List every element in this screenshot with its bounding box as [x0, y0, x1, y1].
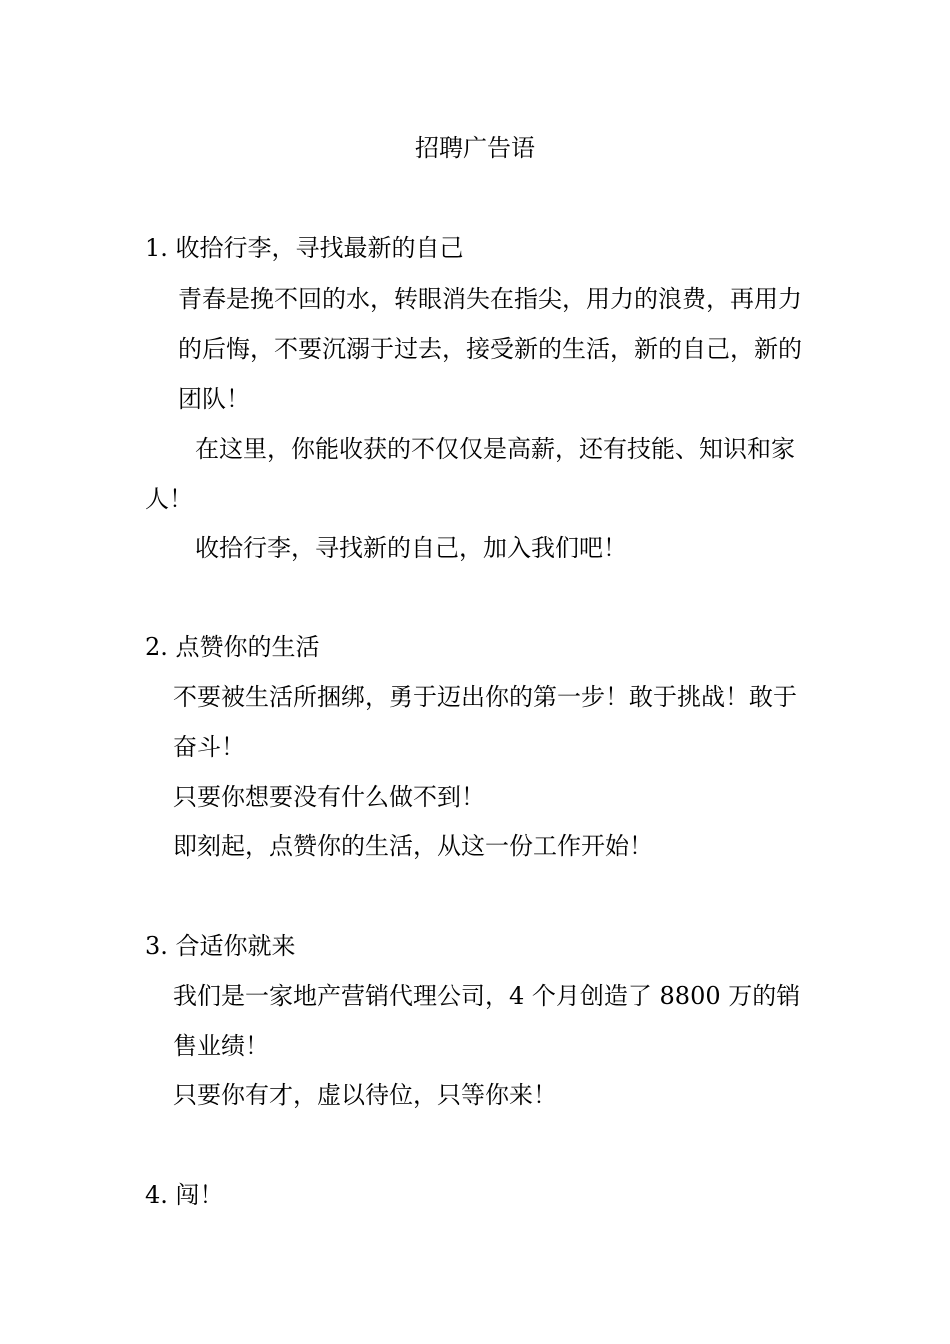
section-2-paragraph-1: 不要被生活所捆绑，勇于迈出你的第一步！敢于挑战！敢于奋斗！	[173, 683, 797, 761]
section-1-paragraph-2: 在这里，你能收获的不仅仅是高薪，还有技能、知识和家人！	[145, 435, 795, 513]
section-heading-4: 4. 闯！	[145, 1181, 224, 1209]
section-heading-3: 3. 合适你就来	[145, 932, 296, 960]
section-1-paragraph-3: 收拾行李，寻找新的自己，加入我们吧！	[195, 534, 627, 562]
section-heading-2: 2. 点赞你的生活	[145, 633, 320, 661]
section-3-paragraph-2: 只要你有才，虚以待位，只等你来！	[173, 1081, 557, 1109]
section-2-paragraph-3: 即刻起，点赞你的生活，从这一份工作开始！	[173, 832, 653, 860]
section-3-paragraph-1: 我们是一家地产营销代理公司，4 个月创造了 8800 万的销售业绩！	[173, 982, 801, 1060]
document-title: 招聘广告语	[415, 134, 535, 162]
section-heading-1: 1. 收拾行李，寻找最新的自己	[145, 234, 464, 262]
section-2-paragraph-2: 只要你想要没有什么做不到！	[173, 783, 485, 811]
section-1-paragraph-1: 青春是挽不回的水，转眼消失在指尖，用力的浪费，再用力的后悔，不要沉溺于过去，接受新的生活，新的自己，新的团队！	[178, 285, 802, 413]
